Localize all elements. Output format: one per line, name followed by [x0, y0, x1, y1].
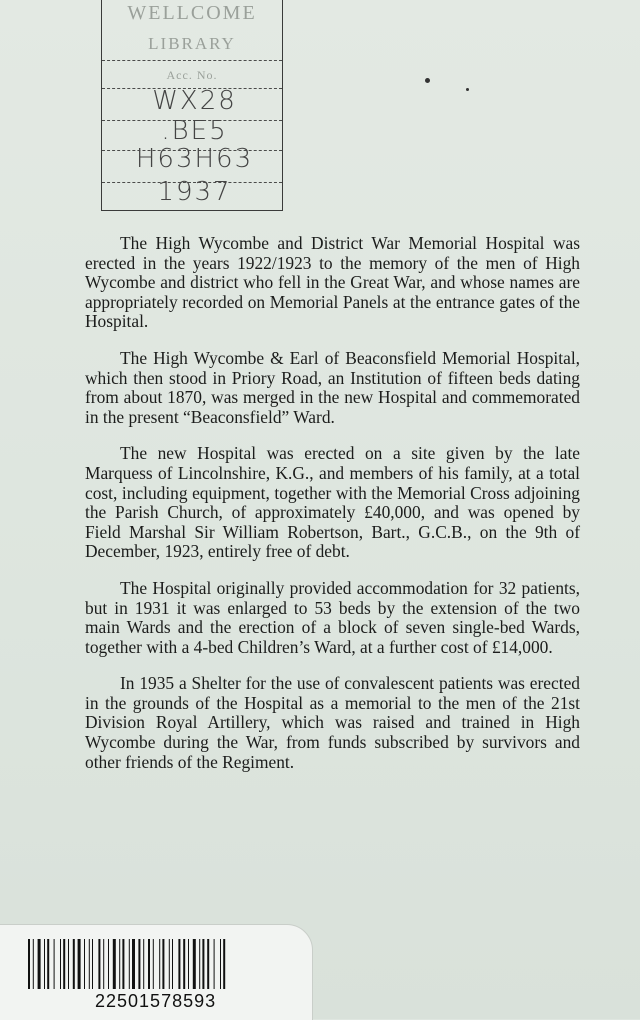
- barcode-bar: [44, 939, 45, 989]
- body-text: [85, 234, 580, 789]
- barcode-bar: [172, 939, 173, 989]
- barcode-bar: [28, 939, 30, 989]
- barcode-bar: [78, 939, 81, 989]
- barcode-bar: [68, 939, 69, 989]
- barcode-bar: [223, 939, 225, 989]
- barcode-bar: [169, 939, 170, 989]
- barcode-bar: [188, 939, 189, 989]
- ink-speck: [466, 88, 469, 91]
- barcode-bar: [38, 939, 41, 989]
- barcode-bar: [214, 939, 215, 989]
- label-rule: [102, 60, 282, 61]
- barcode-bar: [103, 939, 104, 989]
- barcode-bars: [28, 939, 286, 989]
- paragraph: The Hospital originally provided accommodation for 32 patients, but in 1931 it was enlarged to 53 beds by the extension of the two main Wards and the erection of a block of seven single-bed Wards, together with a 4-bed Children’s Ward, at a further cost of £14,000.: [85, 577, 580, 657]
- paragraph: In 1935 a Shelter for the use of convalescent patients was erected in the grounds of the Hospital as a memorial to the men of the 21st Division Royal Artillery, which was raised and trained in High Wycombe during the War, from funds subscribed by survivors and other friends of the Regiment.: [85, 673, 580, 772]
- shelfmark-line: .BE5: [161, 116, 228, 146]
- barcode-bar: [33, 939, 34, 989]
- barcode-bar: [129, 939, 130, 989]
- barcode-bar: [207, 939, 209, 989]
- barcode-bar: [153, 939, 154, 989]
- barcode-bar: [73, 939, 75, 989]
- library-word: LIBRARY: [148, 34, 236, 53]
- barcode-bar: [98, 939, 100, 989]
- barcode-bar: [92, 939, 93, 989]
- barcode-bar: [89, 939, 90, 989]
- barcode-bar: [148, 939, 150, 989]
- barcode-bar: [138, 939, 140, 989]
- shelfmark-line: WX28: [152, 86, 237, 116]
- barcode-bar: [119, 939, 120, 989]
- barcode-bar: [143, 939, 144, 989]
- barcode-bar: [159, 939, 160, 989]
- barcode-bar: [220, 939, 221, 989]
- barcode-bar: [60, 939, 61, 989]
- barcode-bar: [122, 939, 124, 989]
- ink-speck: [425, 78, 430, 83]
- barcode-bar: [47, 939, 49, 989]
- barcode-bar: [63, 939, 65, 989]
- barcode-bar: [84, 939, 85, 989]
- barcode-bar: [54, 939, 55, 989]
- library-label: [101, 0, 283, 211]
- barcode-number: 22501578593: [95, 991, 217, 1011]
- library-name: WELLCOME: [127, 2, 257, 24]
- shelfmark-line: 1937: [157, 177, 232, 207]
- barcode-bar: [202, 939, 204, 989]
- collection-label: Acc. No.: [166, 68, 218, 82]
- barcode-bar: [108, 939, 109, 989]
- barcode-bar: [193, 939, 196, 989]
- paragraph: The High Wycombe & Earl of Beaconsfield Memorial Hospital, which then stood in Priory Road, an Institution of fifteen beds dating from about 1870, was merged in the new Hospital and commemorated in the present “Beaconsfield” Ward.: [85, 347, 580, 427]
- barcode-bar: [199, 939, 200, 989]
- shelfmark-line: H63H63: [135, 144, 254, 174]
- barcode-bar: [113, 939, 116, 989]
- barcode-bar: [162, 939, 164, 989]
- barcode-bar: [183, 939, 185, 989]
- barcode-bar: [132, 939, 135, 989]
- paragraph: The High Wycombe and District War Memorial Hospital was erected in the years 1922/1923 to the memory of the men of High Wycombe and district who fell in the Great War, and whose names are appropriately recorded on Memorial Panels at the entrance gates of the Hospital.: [85, 233, 580, 332]
- paragraph: The new Hospital was erected on a site given by the late Marquess of Lincolnshire, K.G., and members of his family, at a total cost, including equipment, together with the Memorial Cross adjoining the Parish Church, of approximately £40,000, and was opened by Field Marshal Sir William Robertson, Bart., G.C.B., on the 9th of December, 1923, entirely free of debt.: [85, 443, 580, 562]
- barcode-sticker: [0, 924, 313, 1020]
- barcode-bar: [178, 939, 180, 989]
